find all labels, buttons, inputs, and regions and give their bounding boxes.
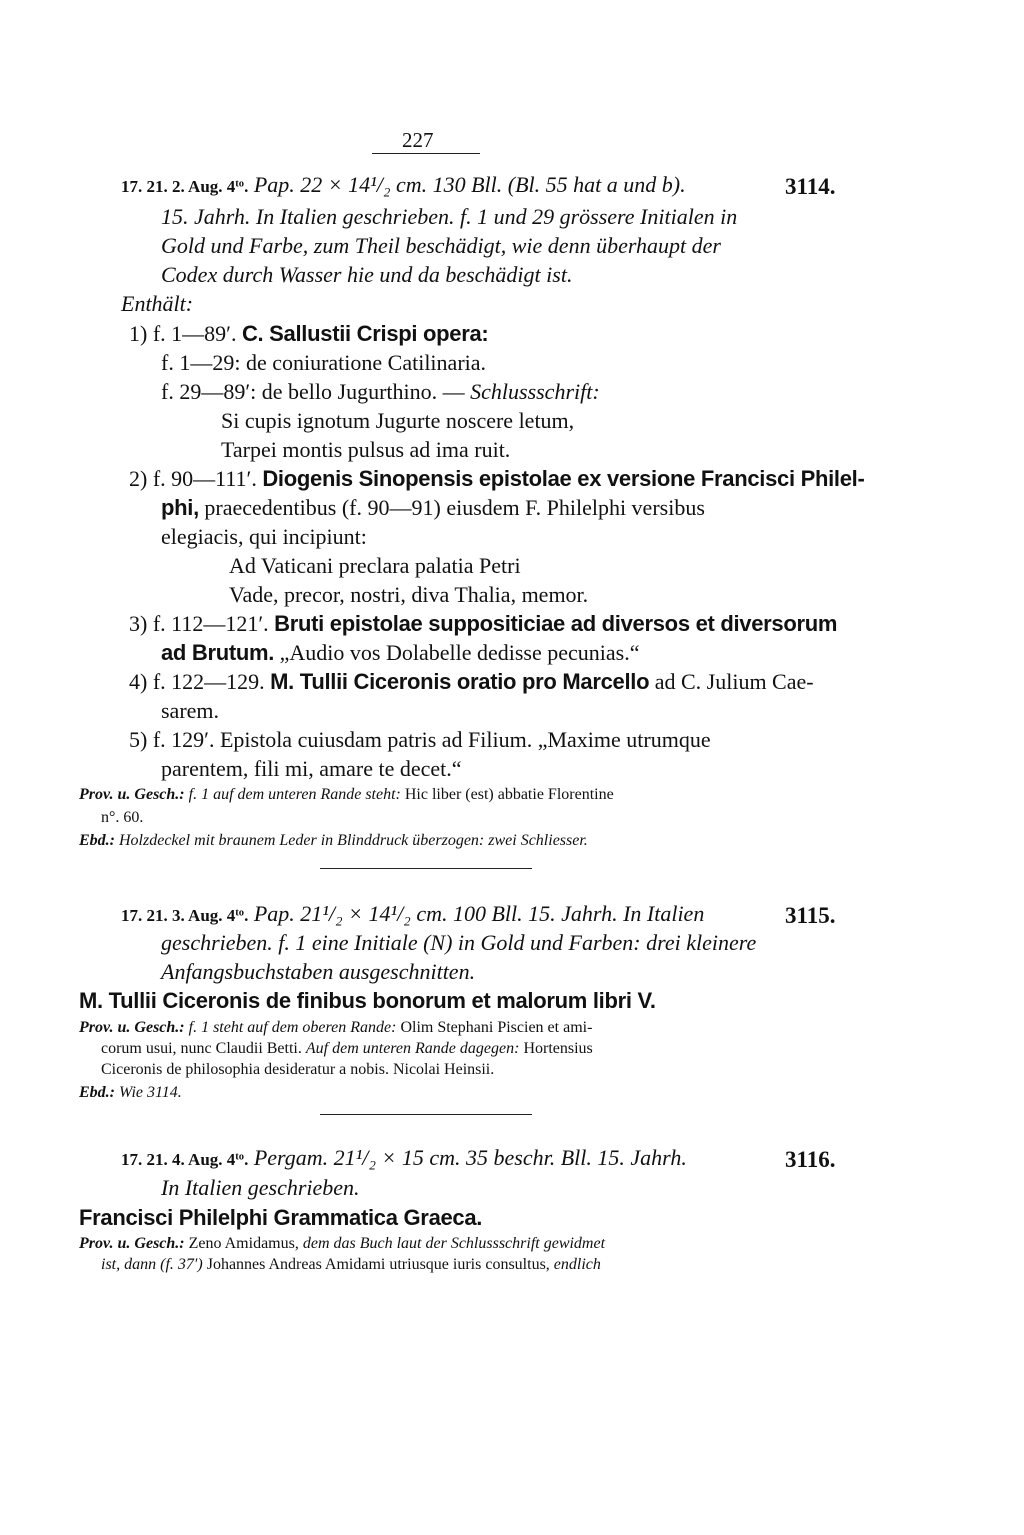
binding: Ebd.: Holzdeckel mit braunem Leder in Blinddruck überzogen: zwei Schliesser. — [79, 832, 588, 849]
entry-title: Francisci Philelphi Grammatica Graeca. — [79, 1205, 483, 1230]
provenance: Prov. u. Gesch.: f. 1 auf dem unteren Rande steht: Hic liber (est) abbatie Florentine — [79, 786, 614, 803]
entry-header — [121, 174, 686, 196]
page-number-rule — [372, 153, 480, 154]
content-item: 5) f. 129′. Epistola cuiusdam patris ad Filium. „Maxime utrumque — [129, 727, 711, 752]
provenance: Prov. u. Gesch.: Zeno Amidamus, dem das Buch laut der Schlussschrift gewidmet — [79, 1235, 606, 1252]
entry-number: 3114. — [785, 174, 836, 199]
entry-header — [121, 1147, 687, 1169]
content-item: sarem. — [161, 698, 220, 723]
description-line: Pap. 21¹/₂ × 14¹/₂ cm. 100 Bll. 15. Jahrh. In Italien — [253, 901, 705, 926]
shelfmark: 17. 21. 3. Aug. $4^{to}$. — [121, 906, 249, 925]
contents-label: Enthält: — [121, 291, 194, 316]
entry-number: 3115. — [785, 903, 836, 928]
description-line: In Italien geschrieben. — [161, 1175, 360, 1200]
content-item: f. 29—89′: de bello Jugurthino. — Schlussschrift: — [161, 379, 600, 404]
content-item: ad Brutum. „Audio vos Dolabelle dedisse pecunias.“ — [161, 640, 640, 665]
description-line: Anfangsbuchstaben ausgeschnitten. — [161, 959, 476, 984]
content-item: 3) f. 112—121′. Bruti epistolae suppositiciae ad diversos et diversorum — [129, 611, 838, 636]
provenance: Ciceronis de philosophia desideratur a nobis. Nicolai Heinsii. — [101, 1061, 495, 1078]
description-line: Pap. 22 × 14¹/₂ cm. 130 Bll. (Bl. 55 hat a und b). — [253, 172, 686, 197]
provenance: corum usui, nunc Claudii Betti. Auf dem unteren Rande dagegen: Hortensius — [101, 1040, 593, 1057]
binding: Ebd.: Wie 3114. — [79, 1084, 182, 1101]
verse-line: Tarpei montis pulsus ad ima ruit. — [221, 437, 511, 462]
content-item: 2) f. 90—111′. Diogenis Sinopensis epistolae ex versione Francisci Philel- — [129, 466, 865, 491]
entry-title: M. Tullii Ciceronis de finibus bonorum et malorum libri V. — [79, 988, 656, 1013]
provenance: ist, dann (f. 37′) Johannes Andreas Amidami utriusque iuris consultus, endlich — [101, 1256, 601, 1273]
entry-separator — [320, 868, 532, 869]
verse-line: Ad Vaticani preclara palatia Petri — [229, 553, 521, 578]
shelfmark: 17. 21. 4. Aug. $4^{to}$. — [121, 1150, 249, 1169]
content-item: parentem, fili mi, amare te decet.“ — [161, 756, 462, 781]
description-line: Codex durch Wasser hie und da beschädigt ist. — [161, 262, 573, 287]
verse-line: Vade, precor, nostri, diva Thalia, memor. — [229, 582, 589, 607]
description-line: Gold und Farbe, zum Theil beschädigt, wie denn überhaupt der — [161, 233, 721, 258]
description-line: Pergam. 21¹/₂ × 15 cm. 35 beschr. Bll. 15. Jahrh. — [253, 1145, 687, 1170]
content-item: elegiacis, qui incipiunt: — [161, 524, 367, 549]
entry-separator — [320, 1114, 532, 1115]
entry-header — [121, 903, 704, 925]
page-number: 227 — [402, 128, 434, 152]
description-line: 15. Jahrh. In Italien geschrieben. f. 1 und 29 grössere Initialen in — [161, 204, 738, 229]
content-item: phi, praecedentibus (f. 90—91) eiusdem F. Philelphi versibus — [161, 495, 705, 520]
verse-line: Si cupis ignotum Jugurte noscere letum, — [221, 408, 575, 433]
description-line: geschrieben. f. 1 eine Initiale (N) in Gold und Farben: drei kleinere — [161, 930, 757, 955]
shelfmark: 17. 21. 2. Aug. $4^{to}$. — [121, 177, 249, 196]
content-item: 4) f. 122—129. M. Tullii Ciceronis oratio pro Marcello ad C. Julium Cae- — [129, 669, 814, 694]
content-item: 1) f. 1—89′. C. Sallustii Crispi opera: — [129, 321, 489, 346]
provenance: Prov. u. Gesch.: f. 1 steht auf dem oberen Rande: Olim Stephani Piscien et ami- — [79, 1019, 593, 1036]
entry-number: 3116. — [785, 1147, 836, 1172]
provenance: n°. 60. — [101, 809, 144, 826]
content-item: f. 1—29: de coniuratione Catilinaria. — [161, 350, 487, 375]
